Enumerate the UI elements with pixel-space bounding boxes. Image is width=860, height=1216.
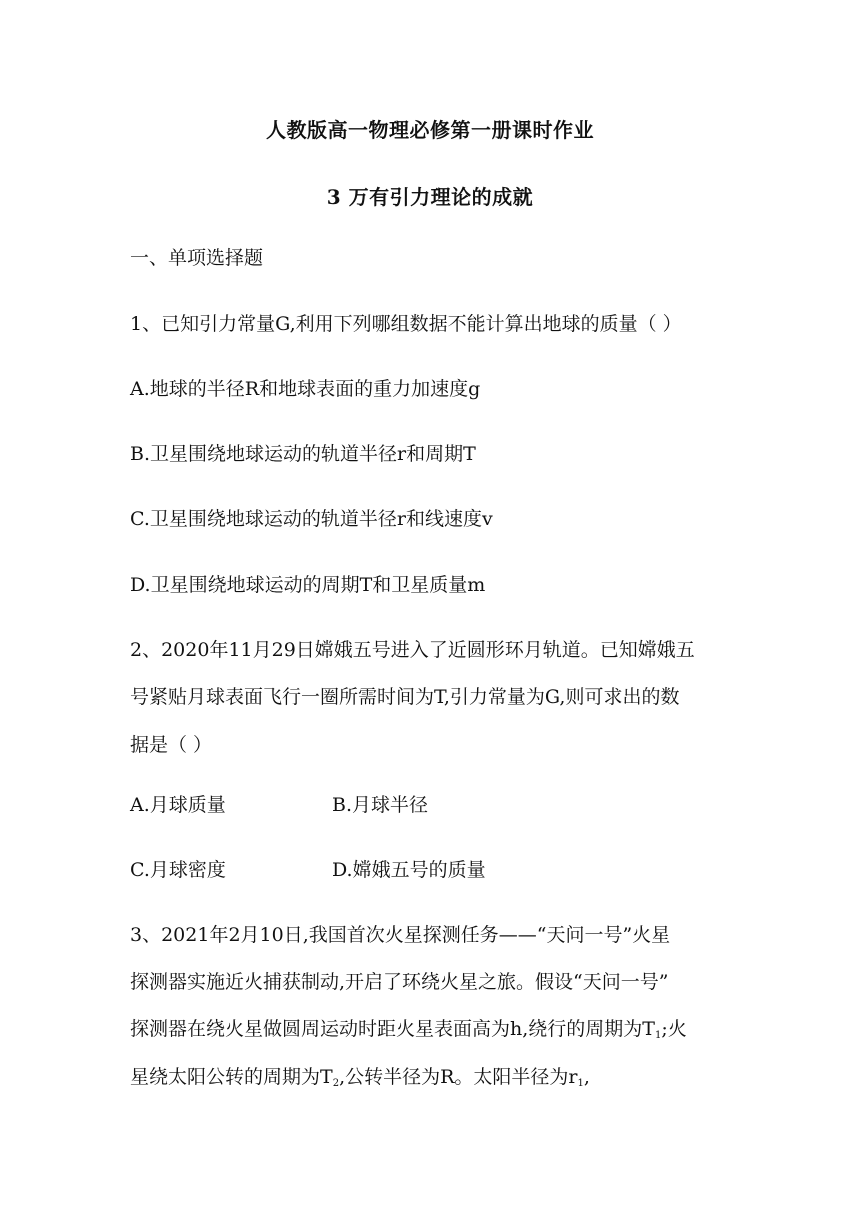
question-2-stem-line-1: 2、2020年11月29日嫦娥五号进入了近圆形环月轨道。已知嫦娥五: [130, 639, 695, 661]
question-2-stem-line-3: 据是（ ）: [130, 734, 213, 756]
question-3-stem-line-3: 探测器在绕火星做圆周运动时距火星表面高为h,绕行的周期为$T_1$;火: [130, 1018, 687, 1041]
question-3-stem-line-2: 探测器实施近火捕获制动,开启了环绕火星之旅。假设“天问一号”: [130, 971, 669, 993]
question-1-stem: 1、已知引力常量G,利用下列哪组数据不能计算出地球的质量（ ）: [130, 313, 682, 335]
question-1-option-d: D.卫星围绕地球运动的周期T和卫星质量m: [130, 574, 486, 596]
question-2-option-a: A.月球质量: [130, 794, 226, 816]
question-1-option-c: C.卫星围绕地球运动的轨道半径r和线速度v: [130, 508, 493, 530]
question-2-stem-line-2: 号紧贴月球表面飞行一圈所需时间为T,引力常量为G,则可求出的数: [130, 686, 680, 708]
question-2-option-c: C.月球密度: [130, 859, 226, 881]
question-2-option-d: D.嫦娥五号的质量: [332, 859, 486, 881]
document-title: 人教版高一物理必修第一册课时作业: [266, 118, 594, 142]
question-3-stem-line-1: 3、2021年2月10日,我国首次火星探测任务——“天问一号”火星: [130, 924, 671, 946]
question-2-option-b: B.月球半径: [332, 794, 429, 816]
question-1-option-b: B.卫星围绕地球运动的轨道半径r和周期T: [130, 443, 476, 465]
lesson-title: 3 万有引力理论的成就: [326, 185, 534, 209]
question-3-stem-line-4: 星绕太阳公转的周期为$T_2$,公转半径为R。太阳半径为$r_1$,: [130, 1066, 590, 1089]
question-1-option-a: A.地球的半径R和地球表面的重力加速度g: [130, 378, 481, 400]
section-heading: 一、单项选择题: [130, 247, 264, 269]
